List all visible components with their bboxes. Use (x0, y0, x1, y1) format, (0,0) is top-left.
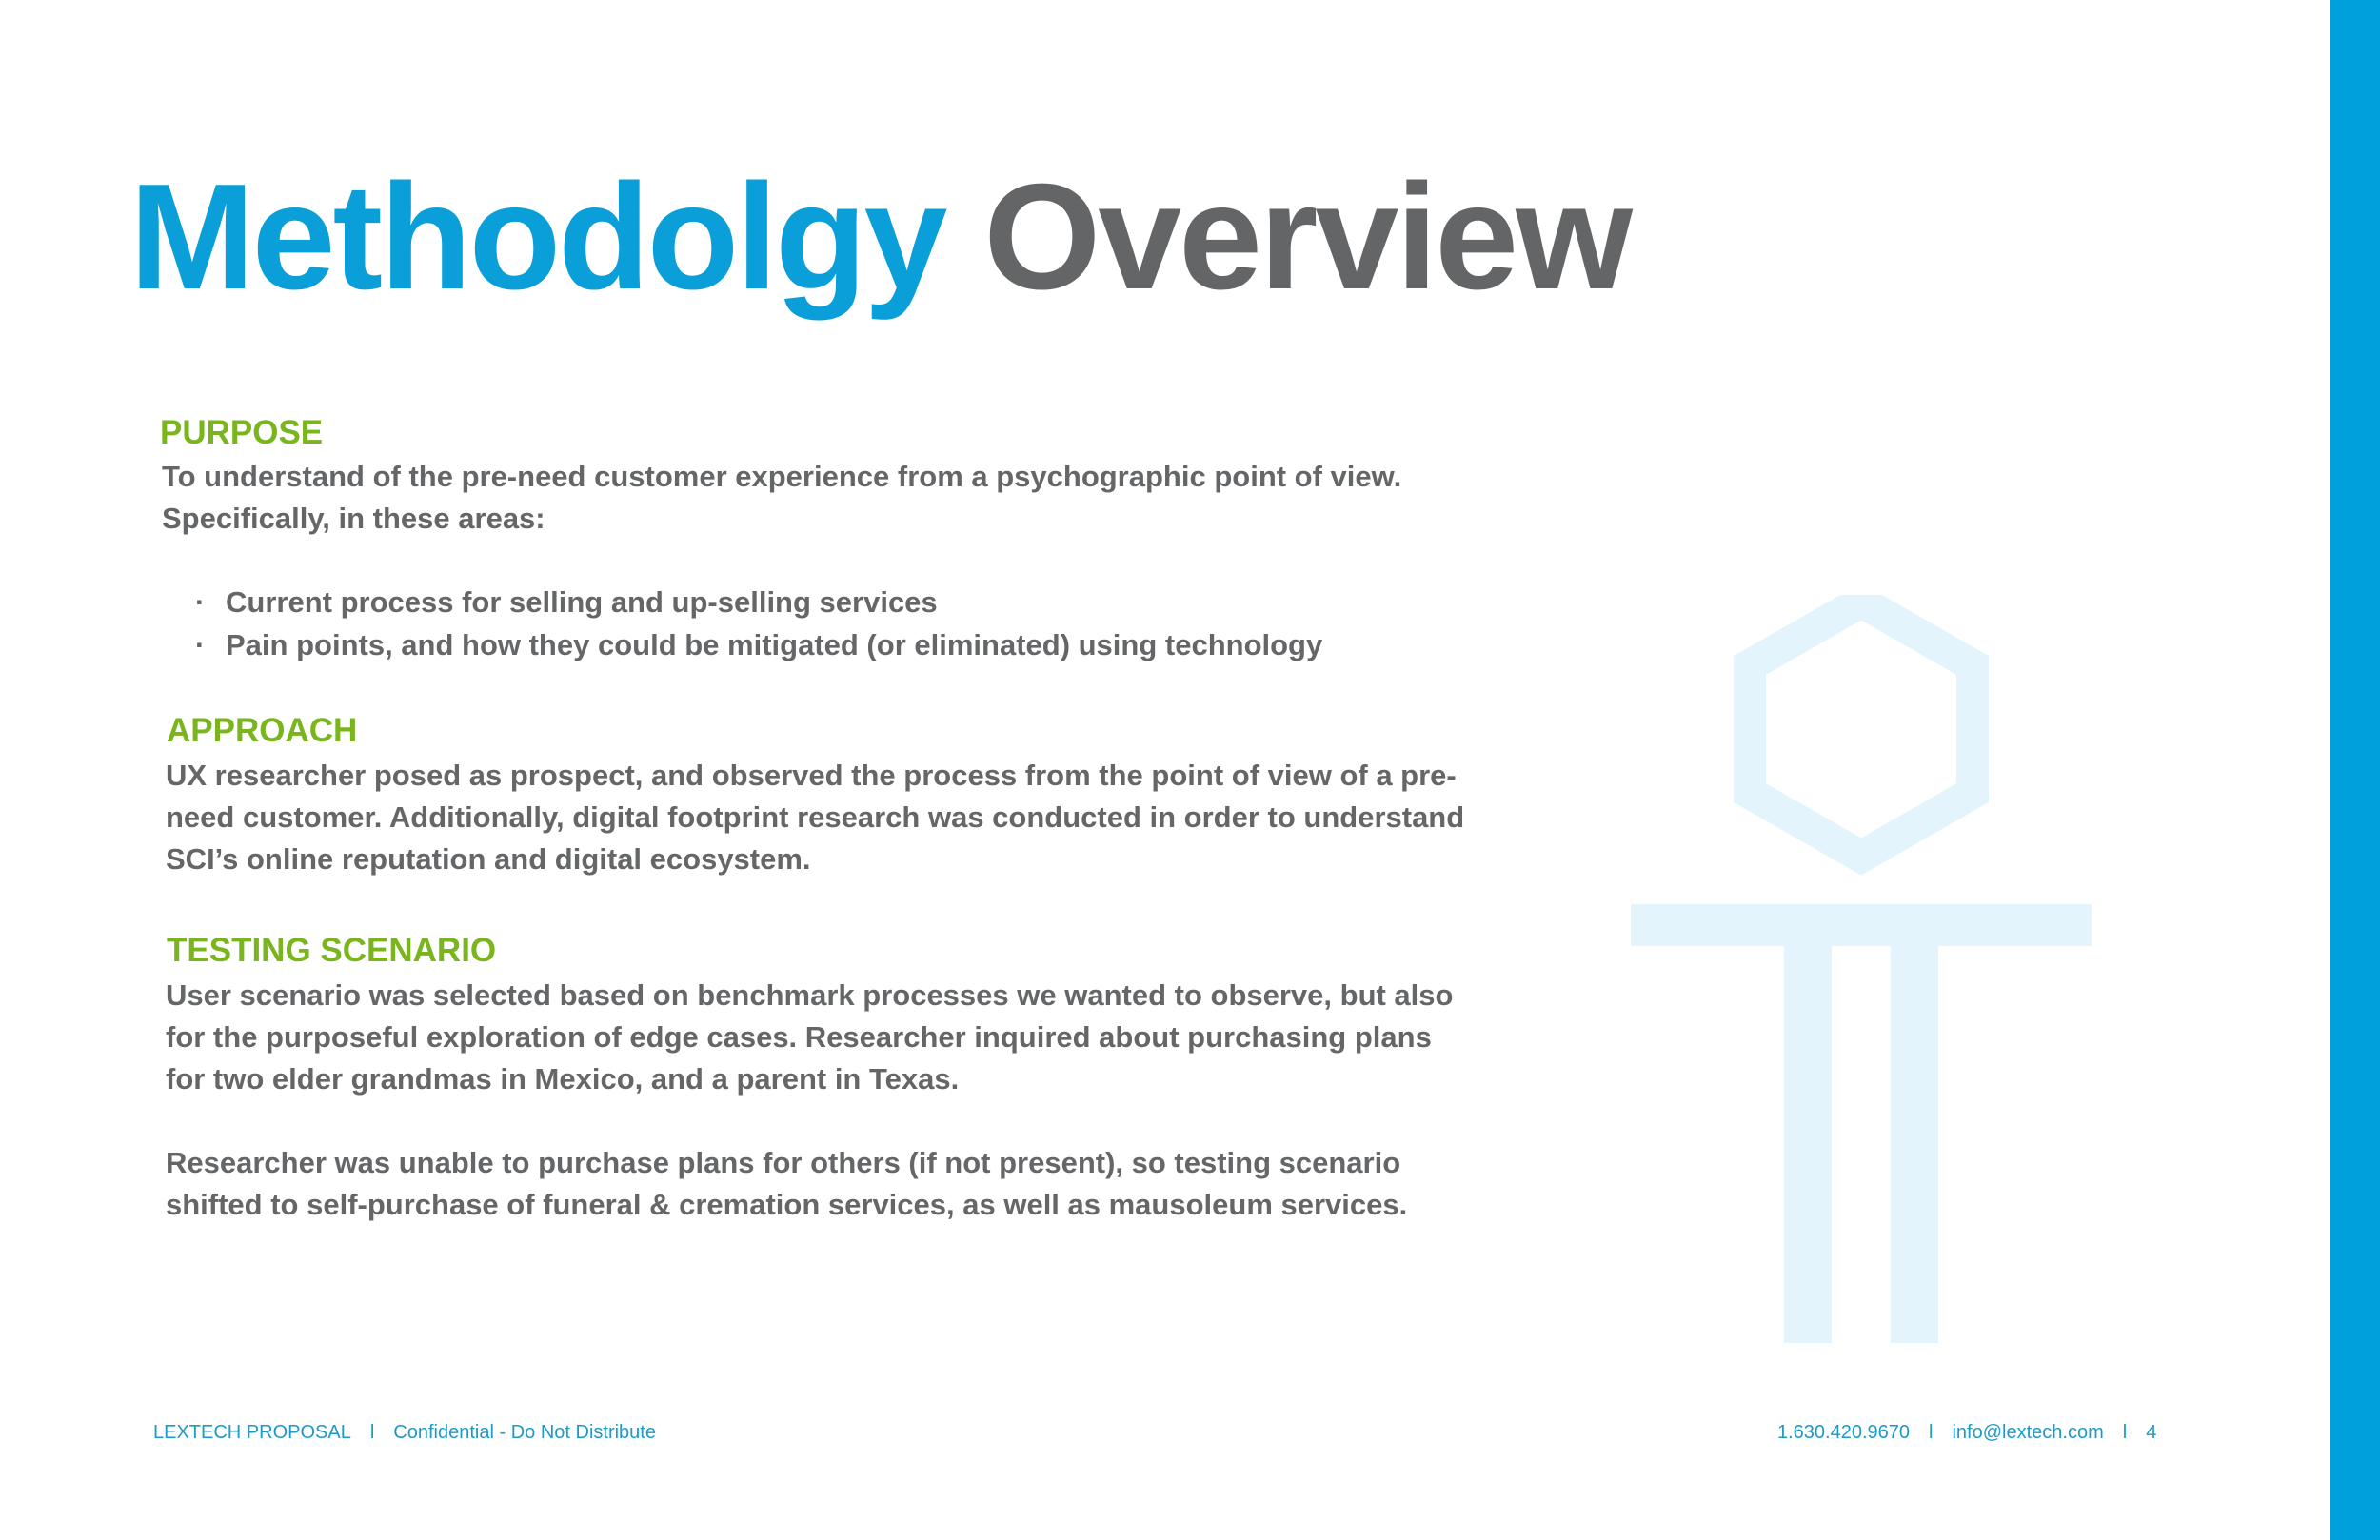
bullet-dot-icon: · (195, 628, 206, 661)
page-title (129, 153, 1631, 321)
testing-line-1: User scenario was selected based on benchmark processes we wanted to observe, but also (166, 978, 1454, 1012)
testing-line-3: for two elder grandmas in Mexico, and a parent in Texas. (166, 1062, 960, 1096)
testing-note-line-2: shifted to self-purchase of funeral & cremation services, as well as mausoleum services. (166, 1188, 1408, 1221)
footer-page-number: 4 (2146, 1422, 2157, 1443)
footer-separator: l (369, 1422, 375, 1443)
footer-brand: LEXTECH PROPOSAL (153, 1422, 351, 1443)
page-title-primary: Methodolgy (129, 153, 945, 321)
approach-heading: APPROACH (167, 712, 358, 749)
lextech-logo-icon (1628, 595, 2094, 1347)
page-title-secondary: Overview (983, 153, 1631, 321)
approach-line-1: UX researcher posed as prospect, and observed the process from the point of view of a pre- (166, 759, 1457, 792)
footer-email[interactable]: info@lextech.com (1952, 1422, 2104, 1443)
purpose-bullet-text: Pain points, and how they could be mitigated (or eliminated) using technology (226, 628, 1323, 661)
testing-note-line-1: Researcher was unable to purchase plans for others (if not present), so testing scenario (166, 1146, 1401, 1179)
purpose-heading: PURPOSE (160, 414, 324, 451)
bullet-dot-icon: · (195, 585, 206, 619)
testing-scenario-heading: TESTING SCENARIO (167, 932, 497, 969)
footer-phone: 1.630.420.9670 (1777, 1422, 1911, 1443)
accent-side-bar (2330, 0, 2380, 1540)
footer-separator: l (2122, 1422, 2128, 1443)
footer-confidential: Confidential - Do Not Distribute (393, 1422, 656, 1443)
footer-left (153, 1421, 656, 1444)
approach-line-2: need customer. Additionally, digital footprint research was conducted in order to understand (166, 800, 1465, 834)
purpose-line-1: To understand of the pre-need customer experience from a psychographic point of view. (162, 460, 1402, 493)
purpose-line-2: Specifically, in these areas: (162, 502, 545, 535)
approach-line-3: SCI’s online reputation and digital ecosystem. (166, 842, 811, 876)
footer-separator: l (1929, 1422, 1934, 1443)
footer-right (1777, 1421, 2156, 1444)
testing-line-2: for the purposeful exploration of edge cases. Researcher inquired about purchasing plans (166, 1020, 1432, 1054)
purpose-bullet-text: Current process for selling and up-selling services (226, 585, 938, 619)
